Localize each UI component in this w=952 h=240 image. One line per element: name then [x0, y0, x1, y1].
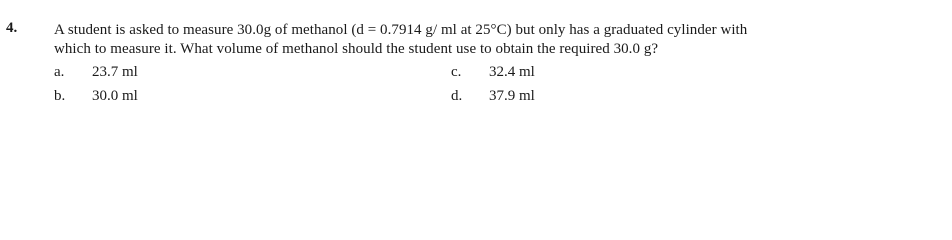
choice-text: 37.9 ml	[489, 88, 535, 104]
choice-letter: a.	[54, 64, 65, 80]
choice-letter: b.	[54, 88, 66, 104]
choice-letter: d.	[451, 88, 463, 104]
question-stem-line-2: which to measure it. What volume of methanol should the student use to obtain the required 30.0 g?	[54, 41, 659, 57]
choice-text: 32.4 ml	[489, 64, 535, 80]
choice-text: 23.7 ml	[92, 64, 138, 80]
choice-letter: c.	[451, 64, 462, 80]
choice-c	[451, 64, 535, 81]
choice-b	[54, 88, 138, 105]
question-stem-line-1: A student is asked to measure 30.0g of methanol (d = 0.7914 g/ ml at 25°C) but only has a graduated cylinder with	[54, 22, 748, 38]
question-number: 4.	[6, 20, 18, 36]
choice-a	[54, 64, 138, 81]
choice-d	[451, 88, 535, 105]
choice-text: 30.0 ml	[92, 88, 138, 104]
